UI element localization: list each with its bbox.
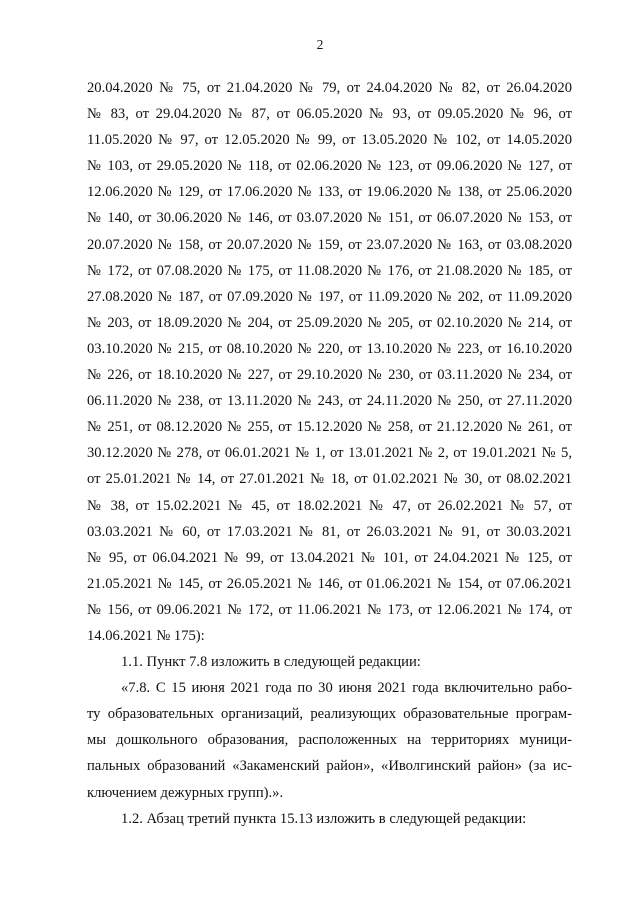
text-line: № 140, от 30.06.2020 № 146, от 03.07.2020 № 151, от 06.07.2020 № 153, от <box>87 210 572 227</box>
clause-1-2-heading: 1.2. Абзац третий пункта 15.13 изложить в следующей редакции: <box>121 810 527 827</box>
text-line: 12.06.2020 № 129, от 17.06.2020 № 133, от 19.06.2020 № 138, от 25.06.2020 <box>87 184 572 201</box>
quoted-text-line: ключением дежурных групп).». <box>87 784 284 801</box>
text-line: № 156, от 09.06.2021 № 172, от 11.06.2021 № 173, от 12.06.2021 № 174, от <box>87 601 572 618</box>
text-line: № 38, от 15.02.2021 № 45, от 18.02.2021 № 47, от 26.02.2021 № 57, от <box>87 497 572 514</box>
text-line: № 172, от 07.08.2020 № 175, от 11.08.2020 № 176, от 21.08.2020 № 185, от <box>87 262 572 279</box>
quoted-text-line: ту образовательных организаций, реализующих образовательные програм- <box>87 706 572 723</box>
text-line: № 203, от 18.09.2020 № 204, от 25.09.2020 № 205, от 02.10.2020 № 214, от <box>87 314 572 331</box>
text-line: 03.03.2021 № 60, от 17.03.2021 № 81, от 26.03.2021 № 91, от 30.03.2021 <box>87 523 572 540</box>
text-line: 03.10.2020 № 215, от 08.10.2020 № 220, от 13.10.2020 № 223, от 16.10.2020 <box>87 340 572 357</box>
clause-1-1-heading: 1.1. Пункт 7.8 изложить в следующей редакции: <box>121 654 421 671</box>
text-line: 20.07.2020 № 158, от 20.07.2020 № 159, от 23.07.2020 № 163, от 03.08.2020 <box>87 236 572 253</box>
text-line: 14.06.2021 № 175): <box>87 627 205 644</box>
text-line: от 25.01.2021 № 14, от 27.01.2021 № 18, от 01.02.2021 № 30, от 08.02.2021 <box>87 471 572 488</box>
quoted-text-line: «7.8. С 15 июня 2021 года по 30 июня 2021 года включительно рабо- <box>121 680 572 697</box>
text-line: № 95, от 06.04.2021 № 99, от 13.04.2021 № 101, от 24.04.2021 № 125, от <box>87 549 572 566</box>
document-body <box>87 75 572 832</box>
text-line: 30.12.2020 № 278, от 06.01.2021 № 1, от 13.01.2021 № 2, от 19.01.2021 № 5, <box>87 445 572 462</box>
text-line: № 83, от 29.04.2020 № 87, от 06.05.2020 № 93, от 09.05.2020 № 96, от <box>87 106 572 123</box>
text-line: 21.05.2021 № 145, от 26.05.2021 № 146, от 01.06.2021 № 154, от 07.06.2021 <box>87 575 572 592</box>
text-line: 20.04.2020 № 75, от 21.04.2020 № 79, от 24.04.2020 № 82, от 26.04.2020 <box>87 80 572 96</box>
text-line: № 103, от 29.05.2020 № 118, от 02.06.2020 № 123, от 09.06.2020 № 127, от <box>87 158 572 175</box>
page-number: 2 <box>316 37 324 52</box>
text-line: 06.11.2020 № 238, от 13.11.2020 № 243, от 24.11.2020 № 250, от 27.11.2020 <box>87 393 572 410</box>
quoted-text-line: мы дошкольного образования, расположенных на территориях муници- <box>87 732 572 749</box>
text-line: 27.08.2020 № 187, от 07.09.2020 № 197, от 11.09.2020 № 202, от 11.09.2020 <box>87 288 572 305</box>
text-line: № 251, от 08.12.2020 № 255, от 15.12.2020 № 258, от 21.12.2020 № 261, от <box>87 419 572 436</box>
text-line: 11.05.2020 № 97, от 12.05.2020 № 99, от 13.05.2020 № 102, от 14.05.2020 <box>87 132 572 149</box>
text-line: № 226, от 18.10.2020 № 227, от 29.10.2020 № 230, от 03.11.2020 № 234, от <box>87 367 572 384</box>
quoted-text-line: пальных образований «Закаменский район», «Иволгинский район» (за ис- <box>87 758 572 775</box>
